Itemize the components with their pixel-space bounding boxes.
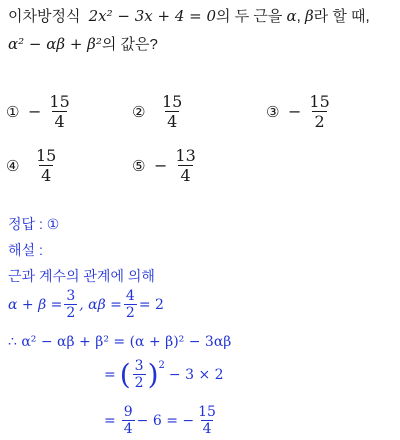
choice-3-numerator: 15 xyxy=(309,92,330,111)
choice-3[interactable] xyxy=(266,92,334,131)
question-line-1 xyxy=(8,6,370,27)
choice-1[interactable] xyxy=(6,92,74,131)
choice-5[interactable] xyxy=(132,146,200,185)
choice-5-fraction xyxy=(173,146,197,185)
alpha-symbol: α xyxy=(286,7,297,25)
question-prefix: 이차방정식 xyxy=(8,8,81,25)
choice-2-numerator: 15 xyxy=(162,92,183,111)
choice-5-sign: − xyxy=(154,156,168,175)
line3-fraction-den: 2 xyxy=(134,375,144,391)
paren-fraction: ( $\frac{3}{2}$ ) xyxy=(119,357,159,391)
choice-3-mark: ③ xyxy=(266,102,280,121)
product-of-roots: , αβ = xyxy=(79,296,122,313)
choice-4-numerator: 15 xyxy=(36,146,57,165)
choice-3-sign: − xyxy=(288,102,302,121)
answer-label: 정답 : ① xyxy=(8,216,60,232)
sum-fraction-num: 3 xyxy=(66,288,76,304)
choice-1-sign: − xyxy=(28,102,42,121)
line3-rest: − 3 × 2 xyxy=(168,366,224,383)
choice-4[interactable] xyxy=(6,146,60,185)
line3-fraction-num: 3 xyxy=(134,358,144,374)
line4-equals: = xyxy=(104,412,116,429)
line4-fraction-2-den: 4 xyxy=(202,421,212,437)
line3-fraction xyxy=(133,358,146,391)
line4-fraction-2 xyxy=(196,404,218,437)
line4-fraction-2-num: 15 xyxy=(198,404,216,420)
choice-3-fraction xyxy=(307,92,331,131)
line4-fraction-1-den: 4 xyxy=(123,421,133,437)
solution-line-3 xyxy=(104,358,224,391)
question-line-2 xyxy=(8,34,158,55)
product-result: = 2 xyxy=(138,296,164,313)
choice-5-mark: ⑤ xyxy=(132,156,146,175)
line4-mid: − 6 = − xyxy=(136,412,195,429)
choice-5-numerator: 13 xyxy=(175,146,196,165)
beta-symbol: β xyxy=(305,7,314,25)
choice-2-denominator: 4 xyxy=(167,112,178,131)
question-equation: 2x² − 3x + 4 = 0 xyxy=(88,7,217,25)
choice-2-fraction xyxy=(160,92,184,131)
sum-fraction-den: 2 xyxy=(66,305,76,321)
relation-label: 근과 계수의 관계에 의해 xyxy=(8,268,155,284)
solution-line-1 xyxy=(8,288,164,321)
solution-line-2: ∴ α² − αβ + β² = (α + β)² − 3αβ xyxy=(8,334,232,350)
product-fraction xyxy=(124,288,137,321)
choice-5-denominator: 4 xyxy=(180,166,191,185)
product-fraction-num: 4 xyxy=(125,288,135,304)
line4-fraction-1 xyxy=(122,404,135,437)
sum-of-roots: α + β = xyxy=(8,296,63,313)
question-mid: 의 두 근을 xyxy=(216,8,283,25)
question-suffix: 라 할 때, xyxy=(313,8,370,25)
choice-1-numerator: 15 xyxy=(49,92,70,111)
line3-equals: = xyxy=(104,366,116,383)
question-suffix-2: 의 값은? xyxy=(101,36,158,53)
product-fraction-den: 2 xyxy=(125,305,135,321)
line4-fraction-1-num: 9 xyxy=(123,404,133,420)
choice-2-mark: ② xyxy=(132,102,146,121)
line3-exponent: 2 xyxy=(158,360,165,371)
comma: , xyxy=(296,8,301,25)
solution-line-4 xyxy=(104,404,220,437)
choice-4-denominator: 4 xyxy=(41,166,52,185)
question-expression: α² − αβ + β² xyxy=(8,35,102,53)
choice-4-mark: ④ xyxy=(6,156,20,175)
explanation-label: 해설 : xyxy=(8,242,43,258)
choice-4-fraction xyxy=(34,146,58,185)
choice-1-fraction xyxy=(47,92,71,131)
choice-1-mark: ① xyxy=(6,102,20,121)
sum-fraction xyxy=(64,288,77,321)
choice-2[interactable] xyxy=(132,92,186,131)
choice-1-denominator: 4 xyxy=(54,112,65,131)
choice-3-denominator: 2 xyxy=(314,112,325,131)
